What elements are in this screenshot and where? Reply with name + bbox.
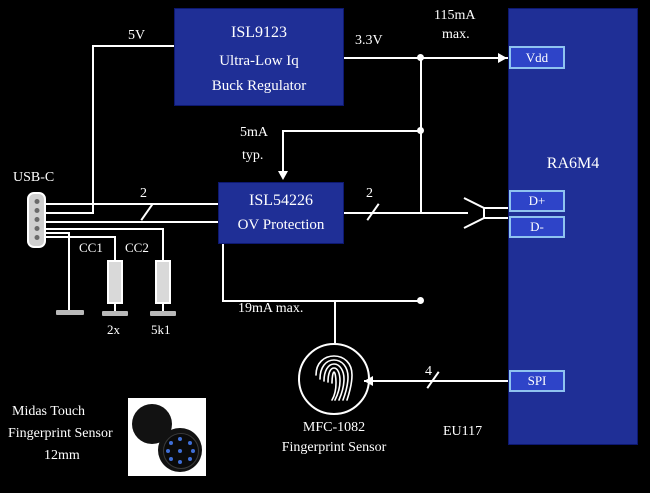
label-19ma-max: 19mA max.	[238, 301, 304, 316]
wire-spi	[364, 380, 508, 382]
resistor-cc2	[155, 260, 171, 304]
usb-pin-dot	[34, 226, 39, 231]
wire-protection-dplus-dminus	[344, 212, 468, 214]
sensor-led	[169, 457, 173, 461]
protection-line2: OV Protection	[237, 217, 325, 233]
sensor-led	[178, 437, 182, 441]
label-bus-2-usb: 2	[140, 186, 147, 201]
label-5ma-typ: typ.	[242, 148, 264, 163]
label-fp-sensor-name: MFC-1082	[302, 420, 366, 435]
wire-5ma-branch	[282, 130, 421, 132]
label-5v: 5V	[128, 28, 146, 43]
usb-c-connector[interactable]	[27, 192, 46, 248]
label-resistor-value: 5k1	[151, 322, 171, 337]
block-isl9123-regulator[interactable]	[174, 8, 344, 106]
slash-usb-cc-bus	[140, 203, 153, 221]
sensor-led	[178, 460, 182, 464]
pin-spi[interactable]: SPI	[509, 370, 565, 392]
fingerprint-sensor-circle[interactable]	[298, 343, 370, 415]
sensor-led	[191, 449, 195, 453]
wire-cc2-down	[162, 228, 164, 260]
resistor-cc1	[107, 260, 123, 304]
regulator-line3: Buck Regulator	[211, 78, 307, 94]
wire-33v-node-down	[420, 57, 422, 212]
junction-dot-5ma	[417, 127, 424, 134]
label-resistor-count: 2x	[107, 322, 120, 337]
arrow-vdd-input	[498, 53, 507, 63]
ground-symbol-cc2	[150, 311, 176, 316]
label-115ma: 115mA	[434, 8, 476, 23]
midas-sensor-photo	[128, 398, 206, 476]
regulator-line1: ISL9123	[231, 24, 287, 41]
label-midas-line3: 12mm	[44, 448, 80, 463]
sensor-led	[188, 457, 192, 461]
sensor-led-center	[178, 449, 182, 453]
wire-usb-data-2	[46, 221, 218, 223]
sensor-ring	[163, 433, 199, 469]
usb-pin-dot	[34, 217, 39, 222]
junction-dot-33v	[417, 54, 424, 61]
wire-usb-5v-vertical	[92, 45, 94, 213]
wire-cc1-top	[46, 236, 116, 238]
sensor-led	[166, 449, 170, 453]
wire-19ma-sensor-stub	[334, 300, 336, 345]
block-isl54226-protection[interactable]	[218, 182, 344, 244]
mcu-name: RA6M4	[546, 155, 600, 172]
label-fp-sensor-sub: Fingerprint Sensor	[281, 440, 387, 455]
label-board-eu117: EU117	[443, 424, 483, 439]
wire-usb-gnd-stub	[46, 232, 70, 234]
usb-pin-dot	[34, 199, 39, 204]
label-3v3: 3.3V	[355, 33, 383, 48]
usb-pin-dot	[34, 235, 39, 240]
wire-cc1-down	[114, 236, 116, 260]
sensor-led	[188, 441, 192, 445]
label-cc1: CC1	[79, 240, 103, 255]
wire-usb-5v-horizontal	[92, 45, 174, 47]
pin-dplus[interactable]: D+	[509, 190, 565, 212]
label-5ma: 5mA	[240, 125, 268, 140]
label-midas-line1: Midas Touch	[12, 404, 86, 419]
wire-cc2-top	[46, 228, 164, 230]
regulator-line2: Ultra-Low Iq	[219, 53, 299, 69]
pin-vdd[interactable]: Vdd	[509, 46, 565, 69]
junction-dot-19ma	[417, 297, 424, 304]
wire-5ma-down	[282, 130, 284, 173]
sensor-disc-module	[158, 428, 202, 472]
arrow-5ma-into-protection	[278, 171, 288, 180]
protection-line1: ISL54226	[249, 192, 313, 209]
fingerprint-icon	[300, 345, 368, 413]
label-midas-line2: Fingerprint Sensor	[8, 426, 113, 441]
usb-pin-dot	[34, 208, 39, 213]
wire-usb-data-1	[46, 203, 218, 205]
label-bus-2-protection: 2	[366, 186, 373, 201]
ground-symbol-usb	[56, 310, 84, 315]
wire-usb-bottom-to-vertical	[46, 212, 94, 214]
sensor-led	[169, 441, 173, 445]
label-cc2: CC2	[125, 240, 149, 255]
label-115ma-max: max.	[442, 27, 470, 42]
label-bus-4-spi: 4	[425, 364, 432, 379]
ground-symbol-cc1	[102, 311, 128, 316]
wire-usb-gnd	[68, 232, 70, 310]
bus-wedge-icon	[462, 196, 510, 230]
pin-dminus[interactable]: D-	[509, 216, 565, 238]
wire-33v-out	[344, 57, 508, 59]
label-usb-c: USB-C	[13, 170, 55, 185]
